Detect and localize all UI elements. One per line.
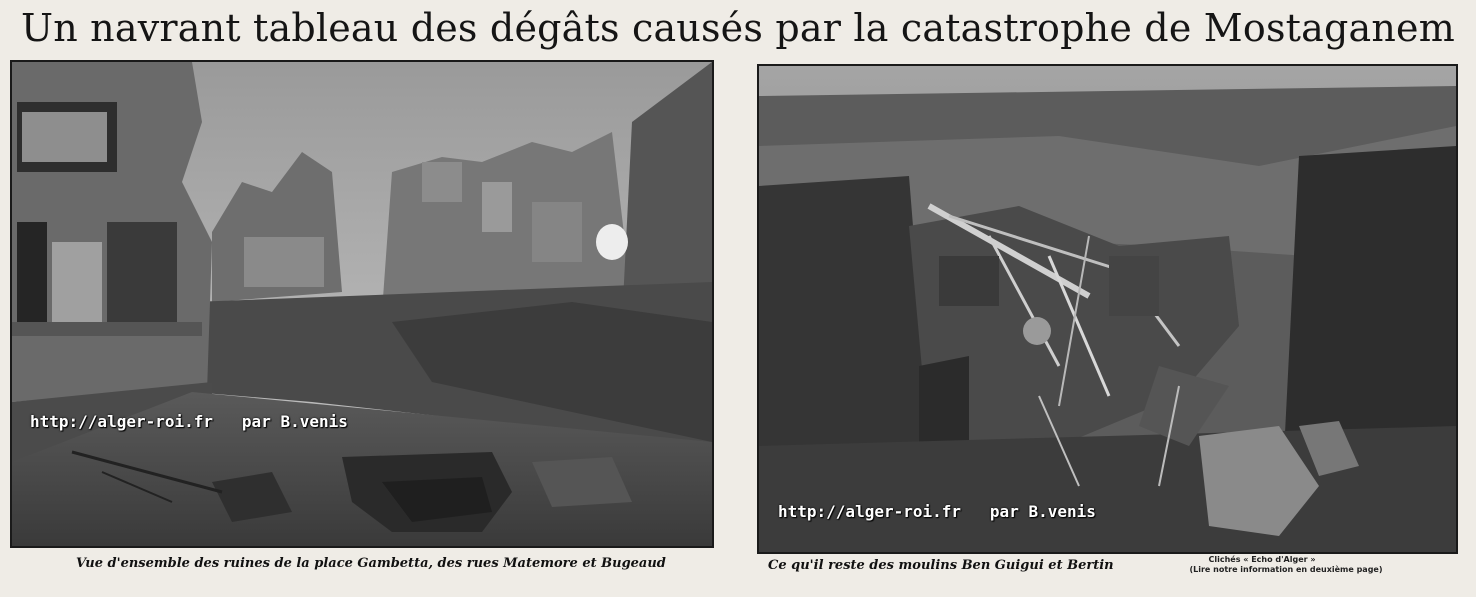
watermark-left: http://alger-roi.fr par B.venis xyxy=(30,412,348,431)
read-more-note: (Lire notre information en deuxième page) xyxy=(1189,565,1383,574)
ruins-photo-right xyxy=(757,64,1458,554)
caption-left: Vue d'ensemble des ruines de la place Gambetta, des rues Matemore et Bugeaud xyxy=(76,556,666,571)
caption-right: Ce qu'il reste des moulins Ben Guigui et Bertin xyxy=(768,558,1114,573)
photo-credit: Clichés « Echo d'Alger » xyxy=(1208,555,1316,564)
watermark-right: http://alger-roi.fr par B.venis xyxy=(778,502,1096,521)
ruins-photo-left xyxy=(10,60,714,548)
ruins-illustration xyxy=(12,62,712,546)
mill-ruins-illustration xyxy=(759,66,1456,552)
headline: Un navrant tableau des dégâts causés par la catastrophe de Mostaganem xyxy=(21,6,1455,50)
